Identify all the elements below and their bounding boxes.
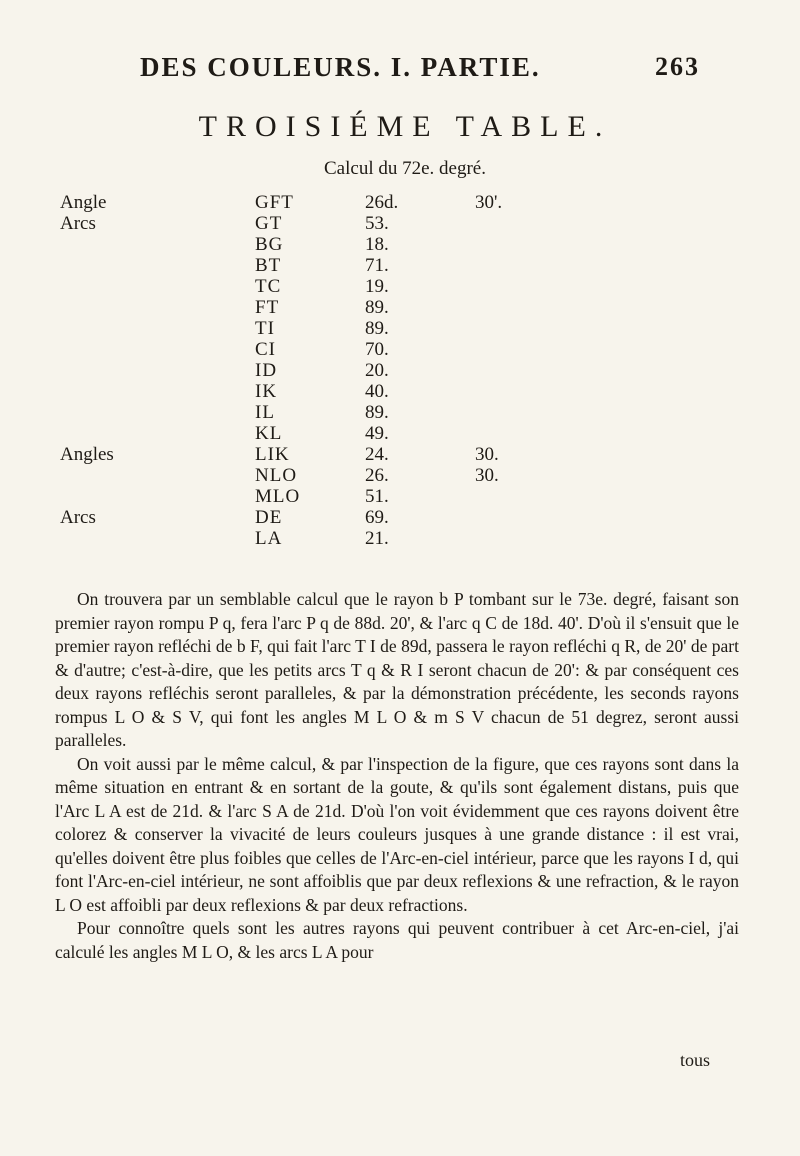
row-points: DE bbox=[255, 507, 283, 528]
row-degrees: 26. bbox=[365, 465, 389, 486]
table-row bbox=[60, 297, 620, 318]
row-label: Angles bbox=[60, 444, 114, 465]
row-degrees: 24. bbox=[365, 444, 389, 465]
row-degrees: 89. bbox=[365, 318, 389, 339]
row-points: GFT bbox=[255, 192, 294, 213]
calculation-table bbox=[60, 192, 620, 549]
row-points: FT bbox=[255, 297, 280, 318]
row-degrees: 26d. bbox=[365, 192, 399, 213]
table-subtitle: Calcul du 72e. degré. bbox=[324, 158, 486, 179]
row-degrees: 70. bbox=[365, 339, 389, 360]
row-points: IK bbox=[255, 381, 278, 402]
row-points: BT bbox=[255, 255, 282, 276]
row-degrees: 51. bbox=[365, 486, 389, 507]
page-number: 263 bbox=[655, 52, 700, 81]
body-text bbox=[55, 588, 739, 964]
row-points: GT bbox=[255, 213, 283, 234]
row-degrees: 53. bbox=[365, 213, 389, 234]
table-row bbox=[60, 276, 620, 297]
paragraph: On voit aussi par le même calcul, & par l'inspection de la figure, que ces rayons sont dans la même situation en entrant & en sortant de la goute, & qu'ils sont également distans, puis que l'Arc L A est de 21d. & l'arc S A de 21d. D'où l'on voit évidemment que ces rayons doivent être colorez & conserver la vivacité de leurs couleurs jusques à une grande distance : il est vrai, qu'elles doivent être plus foibles que celles de l'Arc-en-ciel intérieur, parce que les rayons I d, qui font l'Arc-en-ciel intérieur, ne sont affoiblis que par deux reflexions & une refraction, & le rayon L O est affoibli par deux reflexions & par deux refractions. bbox=[55, 753, 739, 915]
row-points: MLO bbox=[255, 486, 301, 507]
row-points: KL bbox=[255, 423, 283, 444]
row-points: TC bbox=[255, 276, 282, 297]
row-degrees: 71. bbox=[365, 255, 389, 276]
table-row bbox=[60, 402, 620, 423]
row-degrees: 18. bbox=[365, 234, 389, 255]
table-row bbox=[60, 255, 620, 276]
row-label: Angle bbox=[60, 192, 107, 213]
table-row bbox=[60, 528, 620, 549]
table-row bbox=[60, 465, 620, 486]
row-degrees: 40. bbox=[365, 381, 389, 402]
row-degrees: 89. bbox=[365, 297, 389, 318]
row-label: Arcs bbox=[60, 213, 96, 234]
table-row bbox=[60, 423, 620, 444]
table-row bbox=[60, 234, 620, 255]
table-row bbox=[60, 507, 620, 528]
row-points: NLO bbox=[255, 465, 298, 486]
running-head bbox=[140, 52, 700, 83]
row-points: LIK bbox=[255, 444, 290, 465]
row-degrees: 49. bbox=[365, 423, 389, 444]
row-minutes: 30. bbox=[475, 444, 499, 465]
table-row bbox=[60, 339, 620, 360]
row-points: ID bbox=[255, 360, 278, 381]
row-label: Arcs bbox=[60, 507, 96, 528]
paragraph: Pour connoître quels sont les autres rayons qui peuvent contribuer à cet Arc-en-ciel, j'ai calculé les angles M L O, & les arcs L A pour bbox=[55, 918, 739, 962]
row-minutes: 30. bbox=[475, 465, 499, 486]
row-degrees: 19. bbox=[365, 276, 389, 297]
row-points: BG bbox=[255, 234, 284, 255]
table-row bbox=[60, 381, 620, 402]
row-points: TI bbox=[255, 318, 275, 339]
row-degrees: 69. bbox=[365, 507, 389, 528]
row-points: LA bbox=[255, 528, 283, 549]
table-row bbox=[60, 360, 620, 381]
catchword: tous bbox=[680, 1050, 711, 1070]
row-degrees: 20. bbox=[365, 360, 389, 381]
running-title: DES COULEURS. I. PARTIE. bbox=[140, 52, 541, 82]
row-minutes: 30'. bbox=[475, 192, 503, 213]
table-row bbox=[60, 318, 620, 339]
row-degrees: 89. bbox=[365, 402, 389, 423]
table-row bbox=[60, 213, 620, 234]
row-points: IL bbox=[255, 402, 275, 423]
table-title: TROISIÉME TABLE. bbox=[198, 110, 612, 143]
row-points: CI bbox=[255, 339, 276, 360]
paragraph: On trouvera par un semblable calcul que le rayon b P tombant sur le 73e. degré, faisant son premier rayon rompu P q, fera l'arc P q de 88d. 20', & l'arc q C de 18d. 40'. D'où il s'ensuit que le premier rayon refléchi de b F, qui fait l'arc T I de 89d, passera le rayon refléchi q R, de 20' de part & d'autre; c'est-à-dire, que les petits arcs T q & R I seront chacun de 20': & par conséquent ces deux rayons refléchis seront paralleles, & par la démonstration précédente, les seconds rayons rompus L O & S V, qui font les angles M L O & m S V chacun de 51 degrez, seront aussi paralleles. bbox=[55, 589, 739, 750]
row-degrees: 21. bbox=[365, 528, 389, 549]
table-row bbox=[60, 486, 620, 507]
table-row bbox=[60, 444, 620, 465]
table-row bbox=[60, 192, 620, 213]
